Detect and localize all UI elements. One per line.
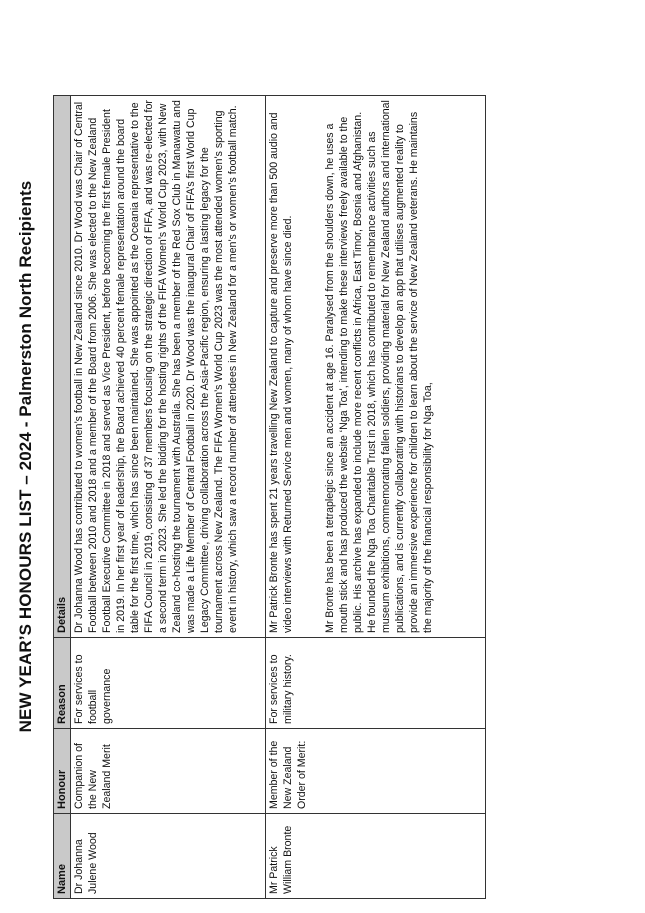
- header-honour: Honour: [54, 729, 71, 814]
- header-reason: Reason: [54, 638, 71, 729]
- recipient-reason: For services to football governance: [71, 638, 266, 729]
- table-row: [266, 96, 486, 899]
- details-paragraph: Mr Bronte has been a tetraplegic since an accident at age 16. Paralysed from the shoulders down, he uses a mouth stick and has produced the website ‘Nga Toa’, intending to make these interviews freely available to the public. His archive has expanded to include more recent conflicts in Africa, East Timor, Bosnia and Afghanistan. He founded the Nga Toa Charitable Trust in 2018, which has contributed to remembrance activities such as museum exhibitions, commemorating fallen soldiers, providing material for New Zealand authors and international publications, and is currently collaborating with historians to develop an app that utilises augmented reality to provide an immersive experience for children to learn about the service of New Zealand veterans. He maintains the majority of the financial responsibility for Nga Toa,: [324, 100, 434, 633]
- recipient-details: [266, 96, 486, 638]
- recipient-details: [71, 96, 266, 638]
- recipient-reason: For services to military history.: [266, 638, 486, 729]
- recipient-name: Dr Johanna Julene Wood: [71, 814, 266, 899]
- details-paragraph: Dr Johanna Wood has contributed to women’s football in New Zealand since 2010. Dr Wood was Chair of Central Football between 2010 and 2018 and a member of the Board from 2006. She was elected to the New Zealand Football Executive Committee in 2018 and served as Vice President, before becoming the first female President in 2019. In her first year of leadership, the Board achieved 40 percent female representation around the board table for the first time, which has since been maintained. She was appointed as the Oceania representative to the FIFA Council in 2019, consisting of 37 members focusing on the strategic direction of FIFA, and was re-elected for a second term in 2023. She led the bidding for the hosting rights of the FIFA Women’s World Cup 2023, with New Zealand co-hosting the tournament with Australia. She has been a member of the Red Sox Club in Manawatu and was made a Life Member of Central Football in 2020. Dr Wood was the inaugural Chair of FIFA’s first World Cup Legacy Committee, driving collaboration across the Asia-Pacific region, ensuring a lasting legacy for the tournament across New Zealand. The FIFA Women’s World Cup 2023 was the most attended women’s sporting event in history, which saw a record number of attendees in New Zealand for a men’s or women’s football match.: [73, 100, 239, 633]
- header-name: Name: [54, 814, 71, 899]
- recipient-honour: Member of the New Zealand Order of Merit:: [266, 729, 486, 814]
- honours-table: [53, 95, 486, 899]
- table-row: [71, 96, 266, 899]
- paragraph-gap: [295, 100, 323, 633]
- header-details: Details: [54, 96, 71, 638]
- table-header-row: [54, 96, 71, 899]
- page-title: NEW YEAR’S HONOURS LIST – 2024 - Palmerston North Recipients: [16, 180, 35, 733]
- details-paragraph: Mr Patrick Bronte has spent 21 years travelling New Zealand to capture and preserve more than 500 audio and video interviews with Returned Service men and women, many of whom have since died.: [268, 112, 294, 633]
- recipient-honour: Companion of the New Zealand Merit: [71, 729, 266, 814]
- recipient-name: Mr Patrick William Bronte: [266, 814, 486, 899]
